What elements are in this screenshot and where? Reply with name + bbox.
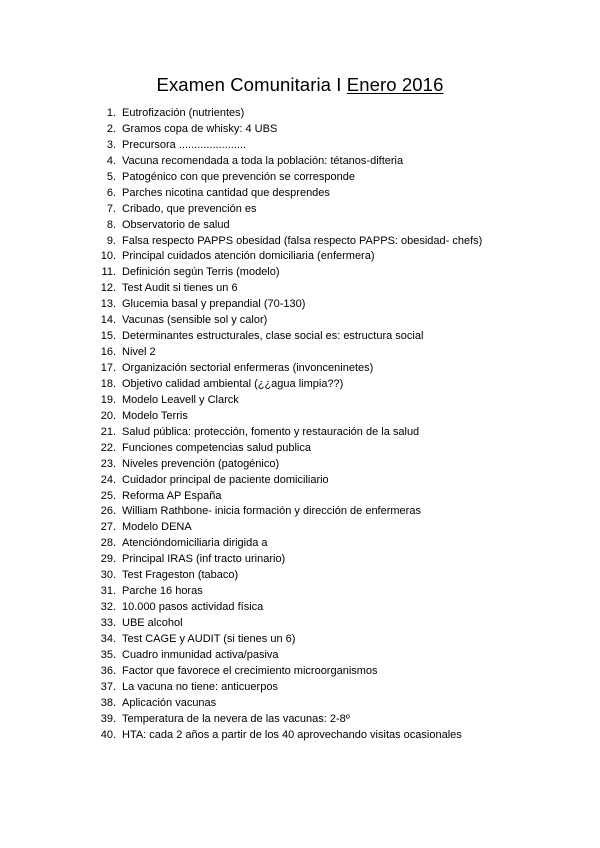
item-number: 15. xyxy=(100,330,116,343)
item-text: Precursora ...................... xyxy=(122,138,247,151)
item-text: Niveles prevención (patogénico) xyxy=(122,457,280,470)
item-text: Test Audit si tienes un 6 xyxy=(122,282,238,295)
item-text: Cuadro inmunidad activa/pasiva xyxy=(122,648,279,661)
item-number: 5. xyxy=(106,170,116,183)
list-item xyxy=(0,170,600,186)
list-item xyxy=(0,218,600,234)
item-number: 8. xyxy=(106,218,116,231)
list-item xyxy=(0,648,600,664)
item-text: William Rathbone- inicia formación y dirección de enfermeras xyxy=(122,505,421,518)
item-text: Eutrofización (nutrientes) xyxy=(122,107,245,119)
item-text: Reforma AP España xyxy=(122,489,222,502)
item-number: 18. xyxy=(100,377,116,390)
item-number: 2. xyxy=(106,122,116,135)
list-item xyxy=(0,600,600,616)
item-number: 20. xyxy=(100,409,116,422)
item-text: Principal cuidados atención domiciliaria (enfermera) xyxy=(122,250,375,263)
list-item xyxy=(0,696,600,712)
item-number: 11. xyxy=(101,266,116,279)
item-number: 4. xyxy=(106,154,116,167)
item-text: Factor que favorece el crecimiento microorganismos xyxy=(122,664,378,677)
item-number: 31. xyxy=(100,585,116,598)
item-text: Test Frageston (tabaco) xyxy=(122,569,239,582)
item-text: Determinantes estructurales, clase social es: estructura social xyxy=(122,330,424,343)
item-text: Principal IRAS (inf tracto urinario) xyxy=(122,553,286,566)
item-text: Objetivo calidad ambiental (¿¿agua limpia??) xyxy=(122,377,344,390)
item-text: Modelo Terris xyxy=(122,409,188,422)
item-number: 25. xyxy=(100,489,116,502)
item-text: Vacunas (sensible sol y calor) xyxy=(122,314,268,327)
item-number: 6. xyxy=(106,186,116,199)
item-text: Cuidador principal de paciente domiciliario xyxy=(122,473,329,486)
question-list xyxy=(0,106,600,744)
item-number: 30. xyxy=(100,569,116,582)
item-text: La vacuna no tiene: anticuerpos xyxy=(122,680,278,693)
list-item xyxy=(0,186,600,202)
item-number: 19. xyxy=(100,393,116,406)
title-main: Examen Comunitaria I xyxy=(156,74,342,95)
item-text: Atencióndomiciliaria dirigida a xyxy=(122,537,268,550)
item-number: 39. xyxy=(100,712,116,725)
list-item xyxy=(0,234,600,250)
list-item xyxy=(0,489,600,505)
list-item xyxy=(0,265,600,281)
list-item xyxy=(0,313,600,329)
list-item xyxy=(0,154,600,170)
list-item xyxy=(0,568,600,584)
item-number: 38. xyxy=(100,696,116,709)
list-item xyxy=(0,473,600,489)
item-number: 16. xyxy=(100,346,116,359)
list-item xyxy=(0,249,600,265)
item-text: Funciones competencias salud publica xyxy=(122,441,311,454)
list-item xyxy=(0,728,600,744)
item-text: Organización sectorial enfermeras (invonceninetes) xyxy=(122,362,374,374)
item-number: 28. xyxy=(100,537,116,550)
item-number: 12. xyxy=(100,282,116,295)
item-number: 32. xyxy=(100,601,116,614)
list-item xyxy=(0,281,600,297)
item-text: Observatorio de salud xyxy=(122,218,230,231)
item-text: Gramos copa de whisky: 4 UBS xyxy=(122,122,278,135)
list-item xyxy=(0,377,600,393)
item-number: 17. xyxy=(100,362,116,374)
list-item xyxy=(0,297,600,313)
list-item xyxy=(0,138,600,154)
list-item xyxy=(0,329,600,345)
page-title xyxy=(0,73,600,97)
item-number: 34. xyxy=(100,632,116,645)
item-text: Glucemia basal y prepandial (70-130) xyxy=(122,298,306,311)
item-text: Definición según Terris (modelo) xyxy=(122,266,280,279)
list-item xyxy=(0,680,600,696)
list-item xyxy=(0,202,600,218)
item-number: 29. xyxy=(100,553,116,566)
item-number: 22. xyxy=(100,441,116,454)
item-number: 24. xyxy=(100,473,116,486)
item-number: 3. xyxy=(106,138,116,151)
list-item xyxy=(0,106,600,122)
item-number: 35. xyxy=(100,648,116,661)
list-item xyxy=(0,520,600,536)
item-text: Modelo Leavell y Clarck xyxy=(122,393,239,406)
item-number: 10. xyxy=(100,250,116,263)
list-item xyxy=(0,536,600,552)
item-text: Salud pública: protección, fomento y restauración de la salud xyxy=(122,425,420,438)
item-text: Vacuna recomendada a toda la población: tétanos-difteria xyxy=(122,154,404,167)
list-item xyxy=(0,122,600,138)
item-number: 21. xyxy=(100,425,116,438)
list-item xyxy=(0,457,600,473)
title-date: Enero 2016 xyxy=(346,74,444,95)
item-text: UBE alcohol xyxy=(122,617,183,629)
item-text: Modelo DENA xyxy=(122,521,192,534)
item-text: Test CAGE y AUDIT (si tienes un 6) xyxy=(122,632,296,645)
list-item xyxy=(0,361,600,377)
item-number: 7. xyxy=(106,202,116,215)
item-number: 36. xyxy=(100,664,116,677)
list-item xyxy=(0,712,600,728)
list-item xyxy=(0,584,600,600)
item-text: Cribado, que prevención es xyxy=(122,202,257,215)
item-text: 10.000 pasos actividad física xyxy=(122,601,264,614)
item-text: Patogénico con que prevención se corresponde xyxy=(122,170,355,183)
item-text: Nivel 2 xyxy=(122,346,156,359)
list-item xyxy=(0,616,600,632)
list-item xyxy=(0,409,600,425)
item-number: 23. xyxy=(100,457,116,470)
list-item xyxy=(0,345,600,361)
list-item xyxy=(0,664,600,680)
item-number: 26. xyxy=(100,505,116,518)
item-text: Parche 16 horas xyxy=(122,585,203,598)
item-number: 27. xyxy=(100,521,116,534)
list-item xyxy=(0,425,600,441)
item-number: 9. xyxy=(106,234,116,247)
item-text: Falsa respecto PAPPS obesidad (falsa respecto PAPPS: obesidad- chefs) xyxy=(122,234,483,247)
item-number: 33. xyxy=(100,617,116,629)
item-number: 1. xyxy=(106,107,116,119)
item-number: 14. xyxy=(100,314,116,327)
list-item xyxy=(0,632,600,648)
item-text: Aplicación vacunas xyxy=(122,696,217,709)
list-item xyxy=(0,393,600,409)
item-number: 40. xyxy=(100,728,116,741)
item-text: Temperatura de la nevera de las vacunas: 2-8º xyxy=(122,712,350,725)
item-text: Parches nicotina cantidad que desprendes xyxy=(122,186,330,199)
list-item xyxy=(0,504,600,520)
list-item xyxy=(0,552,600,568)
item-text: HTA: cada 2 años a partir de los 40 aprovechando visitas ocasionales xyxy=(122,728,462,741)
item-number: 37. xyxy=(100,680,116,693)
item-number: 13. xyxy=(100,298,116,311)
list-item xyxy=(0,441,600,457)
